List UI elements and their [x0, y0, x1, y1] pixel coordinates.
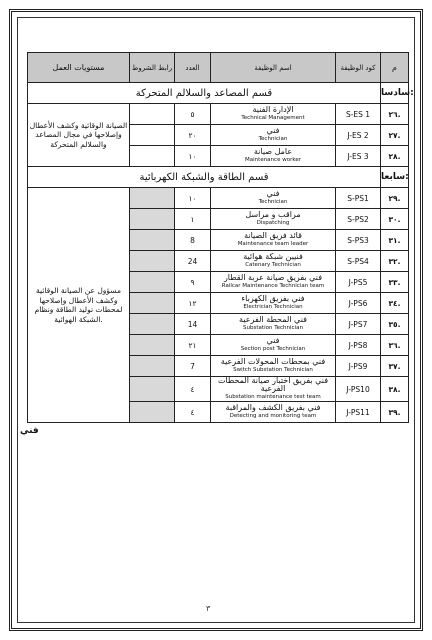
row-number: ٣٨. [381, 377, 409, 402]
section-6-num: سادسا: [381, 83, 409, 104]
header-num: م [381, 53, 409, 83]
job-title: فني Technician [211, 125, 336, 146]
row-number: ٣٢. [381, 251, 409, 272]
job-title: عامل صيانة Maintenance worker [211, 146, 336, 167]
page-number: ٣ [206, 604, 211, 613]
job-code: S-ES 1 [336, 104, 381, 125]
job-code: J-PS6 [336, 293, 381, 314]
job-code: J-PS11 [336, 402, 381, 423]
job-count: ٤ [175, 377, 211, 402]
job-title: فني بفريق اختبار صيانة المحطات الفرعية Substation maintenance test team [211, 377, 336, 402]
job-code: S-PS1 [336, 188, 381, 209]
header-levels: مستويات العمل [28, 53, 130, 83]
row-number: ٢٩. [381, 188, 409, 209]
job-code: J-PS8 [336, 335, 381, 356]
job-count: ١٠ [175, 188, 211, 209]
job-title: فني Section post Technician [211, 335, 336, 356]
row-number: ٣٥. [381, 314, 409, 335]
table-row [28, 188, 409, 209]
jobs-table [27, 52, 414, 423]
job-title: فني بفريق الكشف والمراقبة Detecting and monitoring team [211, 402, 336, 423]
job-title: فني بفريق صيانة عربة القطار Railcar Maintenance Technician team [211, 272, 336, 293]
row-number: ٢٦. [381, 104, 409, 125]
job-code: S-PS3 [336, 230, 381, 251]
job-title: فنيين شبكة هوائية Catenary Technician [211, 251, 336, 272]
header-count: العدد [175, 53, 211, 83]
job-title: فني بمحطات المحولات الفرعية Switch Substation Technician [211, 356, 336, 377]
job-count: ٥ [175, 104, 211, 125]
section-6-title: قسم المصاعد والسلالم المتحركة [28, 83, 381, 104]
row-number: ٣٤. [381, 293, 409, 314]
row-number: ٣٠. [381, 209, 409, 230]
job-count: 24 [175, 251, 211, 272]
row-number: ٣٩. [381, 402, 409, 423]
job-code: S-PS4 [336, 251, 381, 272]
job-code: J-PS5 [336, 272, 381, 293]
job-code: J-PS7 [336, 314, 381, 335]
header-row [28, 53, 409, 83]
section-7-responsibility: مسؤول عن الصيانة الوقائية وكشف الأعطال وإصلاحها لمحطات توليد الطاقة ونظام الشبكة الهوائية. [28, 188, 130, 423]
section-7-num: سابعا: [381, 167, 409, 188]
job-title: الإدارة الفنية Technical Management [211, 104, 336, 125]
job-title: فني Technician [211, 188, 336, 209]
job-count: 14 [175, 314, 211, 335]
section-6-responsibility: الصيانة الوقائية وكشف الأعطال وإصلاحها في مجال المصاعد والسلالم المتحركة [28, 104, 130, 167]
job-title: قائد فريق الصيانة Maintenance team leader [211, 230, 336, 251]
job-count: ٢١ [175, 335, 211, 356]
table-row [28, 104, 409, 125]
section-7-title: قسم الطاقة والشبكة الكهربائية [28, 167, 381, 188]
header-code: كود الوظيفة [336, 53, 381, 83]
row-number: ٣٣. [381, 272, 409, 293]
job-count: ٤ [175, 402, 211, 423]
job-code: S-PS2 [336, 209, 381, 230]
section-7-row [28, 167, 409, 188]
job-count: ١٠ [175, 146, 211, 167]
section-6-row [28, 83, 409, 104]
row-number: ٣١. [381, 230, 409, 251]
job-count: ١ [175, 209, 211, 230]
job-count: 7 [175, 356, 211, 377]
job-count: 8 [175, 230, 211, 251]
row-number: ٢٨. [381, 146, 409, 167]
job-title: فني بفريق الكهرباء Electrician Technician [211, 293, 336, 314]
job-count: ٢٠ [175, 125, 211, 146]
job-title: فني المحطة الفرعية Substation Technician [211, 314, 336, 335]
job-count: ١٢ [175, 293, 211, 314]
row-number: ٢٧. [381, 125, 409, 146]
job-title: مراقب و مراسل Dispatching [211, 209, 336, 230]
header-title: اسم الوظيفة [211, 53, 336, 83]
row-number: ٣٧. [381, 356, 409, 377]
job-code: J-ES 3 [336, 146, 381, 167]
job-code: J-PS10 [336, 377, 381, 402]
job-code: J-PS9 [336, 356, 381, 377]
row-number: ٣٦. [381, 335, 409, 356]
job-code: J-ES 2 [336, 125, 381, 146]
job-count: ٩ [175, 272, 211, 293]
header-link: رابط الشروط [130, 53, 175, 83]
continuation-word: فني [20, 426, 39, 436]
